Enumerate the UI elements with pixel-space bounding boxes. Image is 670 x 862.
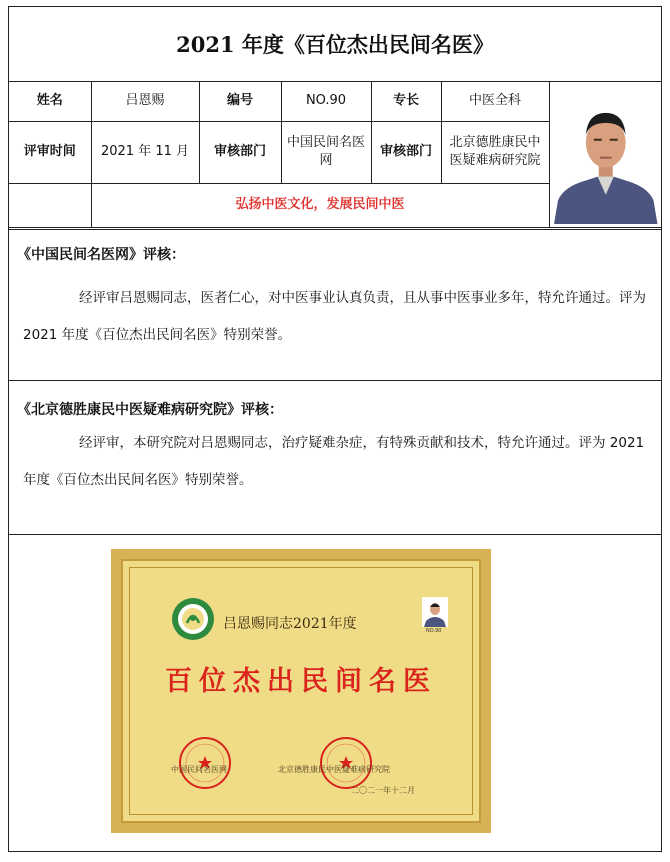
certificate-date: 二〇二一年十二月 [351, 786, 415, 795]
empty-cell [9, 183, 91, 227]
document-title: 2021 年度《百位杰出民间名医》 [9, 7, 661, 82]
name-value: 吕恩赐 [91, 81, 199, 121]
document-page [8, 6, 662, 852]
certificate [111, 549, 491, 833]
certificate-photo-icon [422, 597, 448, 627]
certificate-org-2: 北京德胜康民中医疑难病研究院 [278, 765, 390, 774]
review-dept-label: 审核部门 [199, 121, 281, 183]
certificate-org-1: 中国民间名医网 [171, 765, 227, 774]
slogan: 弘扬中医文化，发展民间中医 [91, 183, 549, 227]
association-logo-icon [171, 597, 215, 641]
certificate-number: NO.90 [426, 628, 442, 634]
info-table [9, 81, 661, 228]
review-dept-value: 中国民间名医网 [281, 121, 371, 183]
certificate-title: 百位杰出民间名医 [165, 666, 437, 697]
review-dept-value-2: 北京德胜康民中医疑难病研究院 [441, 121, 549, 183]
section-certificate [9, 534, 661, 851]
portrait-photo-icon [550, 83, 662, 224]
portrait-photo [549, 81, 661, 227]
section-title: 《北京德胜康民中医疑难病研究院》评核： [17, 402, 283, 418]
section-review-2 [9, 380, 661, 534]
section-body: 经评审，本研究院对吕恩赐同志，治疗疑难杂症，有特殊贡献和技术，特允许通过。评为 2021 年度《百位杰出民间名医》特别荣誉。 [23, 435, 645, 488]
section-body: 经评审吕恩赐同志，医者仁心，对中医事业认真负责，且从事中医事业多年，特允许通过。评为 2021 年度《百位杰出民间名医》特别荣誉。 [23, 290, 646, 343]
review-time-label: 评审时间 [9, 121, 91, 183]
certificate-heading: 吕恩赐同志2021年度 [223, 616, 357, 632]
name-label: 姓名 [9, 81, 91, 121]
number-label: 编号 [199, 81, 281, 121]
review-time-value: 2021 年 11 月 [91, 121, 199, 183]
seal-stamp-icon-2 [318, 735, 374, 791]
specialty-value: 中医全科 [441, 81, 549, 121]
review-dept-label-2: 审核部门 [371, 121, 441, 183]
number-value: NO.90 [281, 81, 371, 121]
section-review-1 [9, 229, 661, 380]
specialty-label: 专长 [371, 81, 441, 121]
seal-stamp-icon [177, 735, 233, 791]
section-title: 《中国民间名医网》评核： [17, 247, 185, 263]
